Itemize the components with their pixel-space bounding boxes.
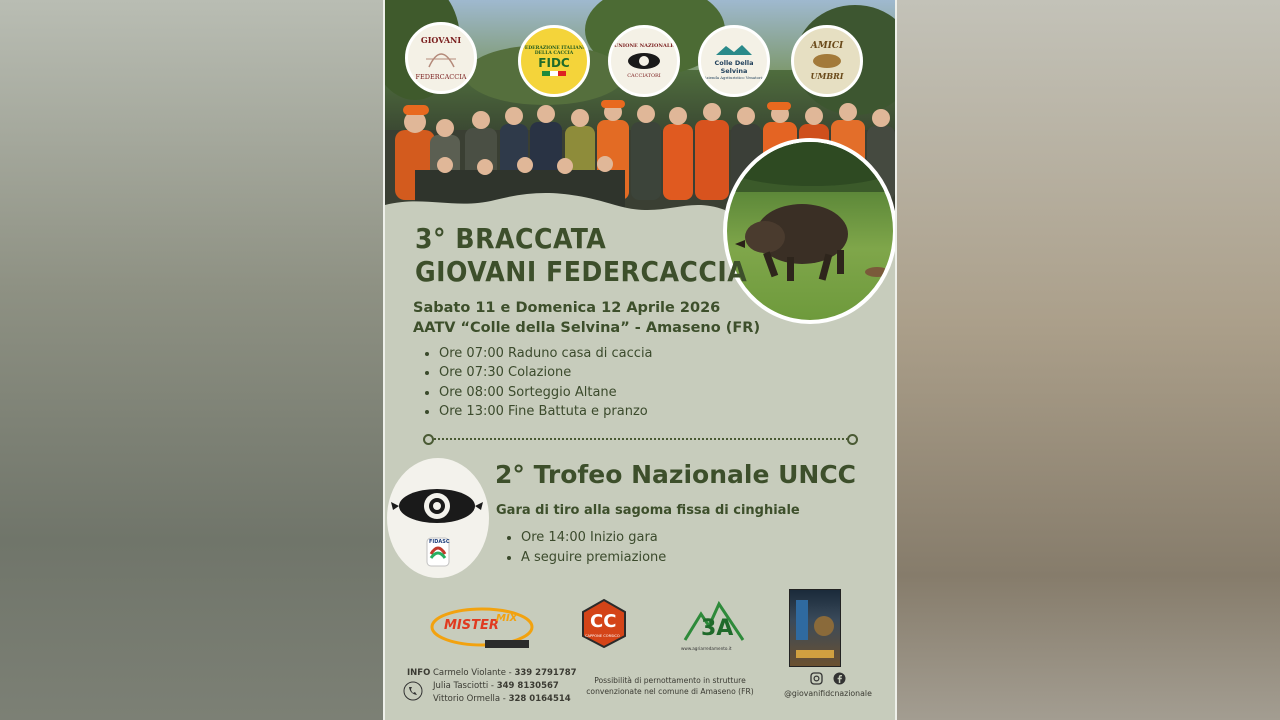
contact-row[interactable]: Vittorio Ormella - 328 0164514 <box>433 694 571 704</box>
schedule-item: • Ore 13:00 Fine Battuta e pranzo <box>439 402 653 421</box>
cc-logo: CC CAPPONE CORSICO <box>579 598 629 648</box>
uncc-badge-circle <box>387 458 489 578</box>
social-block <box>783 672 873 698</box>
contact-row[interactable]: Carmelo Violante - 339 2791787 <box>433 668 577 678</box>
schedule-item: • Ore 08:00 Sorteggio Altane <box>439 383 653 402</box>
event-title: 3° BRACCATA GIOVANI FEDERCACCIA <box>415 222 748 288</box>
instagram-icon[interactable] <box>810 672 823 685</box>
accommodation-note: Possibilità di pernottamento in strutture convenzionate nel comune di Amaseno (FR) <box>586 676 754 696</box>
info-label: INFO <box>407 668 431 678</box>
event-poster <box>383 0 897 720</box>
bow-arrow-icon <box>424 45 458 71</box>
event-schedule <box>425 344 653 422</box>
contact-row[interactable]: Julia Tasciotti - 349 8130567 <box>433 681 559 691</box>
divider-dot-right <box>847 434 858 445</box>
trofeo-subtitle: Gara di tiro alla sagoma fissa di cinghiale <box>496 503 800 518</box>
schedule-item: • Ore 07:30 Colazione <box>439 363 653 382</box>
fidasc-label: FIDASC <box>429 539 450 545</box>
trofeo-title: 2° Trofeo Nazionale UNCC <box>495 460 857 489</box>
event-date: Sabato 11 e Domenica 12 Aprile 2026 <box>413 300 721 316</box>
schedule-item: • Ore 07:00 Raduno casa di caccia <box>439 344 653 363</box>
boar-photo <box>723 138 897 324</box>
mister-mix-logo: MISTER MIX <box>430 605 535 651</box>
giovani-federcaccia-logo: GIOVANI FEDERCACCIA <box>405 22 477 94</box>
social-handle[interactable]: @giovanifidcnazionale <box>784 689 872 698</box>
divider-dot-left <box>423 434 434 445</box>
trofeo-schedule <box>507 528 666 568</box>
event-place: AATV “Colle della Selvina” - Amaseno (FR) <box>413 320 761 336</box>
3a-logo: 3A www.agriarredamento.it <box>681 600 747 654</box>
background-left-blur <box>0 0 383 720</box>
target-boar-icon <box>387 458 489 578</box>
facebook-icon[interactable] <box>833 672 846 685</box>
background-right-blur <box>897 0 1280 720</box>
boar-icon <box>624 49 664 71</box>
schedule-item: • Ore 14:00 Inizio gara <box>521 528 666 548</box>
deer-icon <box>807 51 847 69</box>
colle-della-selvina-logo: Colle Della Selvina Azienda Agrituristico Venatoria <box>698 25 770 97</box>
contact-info <box>407 667 577 704</box>
book-cover-image <box>789 589 841 667</box>
dotted-divider <box>426 438 856 444</box>
uncc-logo: UNIONE NAZIONALE CACCIATORI <box>608 25 680 97</box>
fidc-logo: FEDERAZIONE ITALIANA DELLA CACCIA FIDC <box>518 25 590 97</box>
schedule-item: • A seguire premiazione <box>521 548 666 568</box>
hills-icon <box>714 43 754 57</box>
amici-logo: AMICI UMBRI <box>791 25 863 97</box>
event-date-place <box>413 298 760 338</box>
phone-icon <box>403 681 423 701</box>
